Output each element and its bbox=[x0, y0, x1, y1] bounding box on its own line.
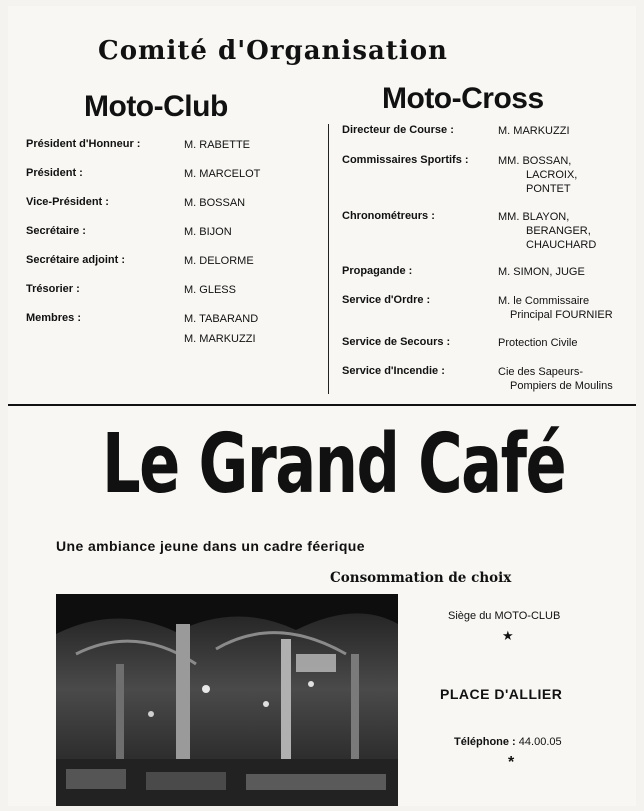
section-divider bbox=[8, 404, 636, 406]
mc-label-tresorier: Trésorier : bbox=[26, 283, 80, 295]
telephone-line bbox=[454, 736, 562, 748]
mc-value-membre-1: M. TABARAND bbox=[184, 313, 259, 325]
mc-label-secretaire: Secrétaire : bbox=[26, 225, 86, 237]
mc-value-secretaire: M. BIJON bbox=[184, 226, 232, 238]
star-icon: ★ bbox=[502, 628, 514, 643]
grand-cafe-name: Le Grand Café bbox=[102, 417, 566, 512]
mc-value-tresorier: M. GLESS bbox=[184, 284, 236, 296]
program-page bbox=[8, 6, 636, 806]
siege-moto-club: Siège du MOTO-CLUB bbox=[448, 610, 561, 622]
mx-label-service-ordre: Service d'Ordre : bbox=[342, 294, 431, 306]
mc-value-membre-2: M. MARKUZZI bbox=[184, 333, 256, 345]
mc-label-president-honneur: Président d'Honneur : bbox=[26, 138, 141, 150]
mc-label-vice-president: Vice-Président : bbox=[26, 196, 109, 208]
mc-value-secretaire-adjoint: M. DELORME bbox=[184, 255, 254, 267]
asterisk-icon: * bbox=[508, 754, 515, 771]
moto-cross-heading: Moto-Cross bbox=[382, 82, 544, 115]
mx-value-commissaires-2: LACROIX, bbox=[526, 169, 578, 181]
consommation-text: Consommation de choix bbox=[330, 570, 512, 586]
grand-cafe-tagline: Une ambiance jeune dans un cadre féerique bbox=[56, 538, 365, 554]
mx-value-service-ordre-1: M. le Commissaire bbox=[498, 295, 590, 307]
mx-value-chronometreurs-2: BERANGER, bbox=[526, 225, 591, 237]
telephone-label: Téléphone : bbox=[454, 736, 516, 748]
committee-title: Comité d'Organisation bbox=[98, 36, 448, 66]
mc-label-president: Président : bbox=[26, 167, 83, 179]
mx-value-chronometreurs-3: CHAUCHARD bbox=[526, 239, 597, 251]
mx-value-directeur: M. MARKUZZI bbox=[498, 125, 570, 137]
mx-label-directeur: Directeur de Course : bbox=[342, 124, 454, 136]
mx-value-service-secours: Protection Civile bbox=[498, 337, 578, 349]
mx-value-commissaires-3: PONTET bbox=[526, 183, 571, 195]
cafe-interior-photo bbox=[56, 594, 398, 806]
mx-value-commissaires-1: MM. BOSSAN, bbox=[498, 155, 572, 167]
mx-value-propagande: M. SIMON, JUGE bbox=[498, 266, 585, 278]
column-divider bbox=[328, 124, 329, 394]
moto-club-heading: Moto-Club bbox=[84, 90, 228, 123]
place-dallier: PLACE D'ALLIER bbox=[440, 686, 563, 702]
mx-label-service-incendie: Service d'Incendie : bbox=[342, 365, 445, 377]
mx-value-service-incendie-2: Pompiers de Moulins bbox=[510, 380, 613, 392]
mc-value-president: M. MARCELOT bbox=[184, 168, 261, 180]
mc-label-membres: Membres : bbox=[26, 312, 82, 324]
mc-value-president-honneur: M. RABETTE bbox=[184, 139, 251, 151]
mx-value-service-incendie-1: Cie des Sapeurs- bbox=[498, 366, 583, 378]
mx-label-service-secours: Service de Secours : bbox=[342, 336, 451, 348]
mx-label-propagande: Propagande : bbox=[342, 265, 413, 277]
mc-label-secretaire-adjoint: Secrétaire adjoint : bbox=[26, 254, 126, 266]
mx-value-chronometreurs-1: MM. BLAYON, bbox=[498, 211, 570, 223]
mx-label-commissaires: Commissaires Sportifs : bbox=[342, 154, 469, 166]
mc-value-vice-president: M. BOSSAN bbox=[184, 197, 246, 209]
telephone-value: 44.00.05 bbox=[518, 736, 562, 748]
mx-label-chronometreurs: Chronométreurs : bbox=[342, 210, 435, 222]
mx-value-service-ordre-2: Principal FOURNIER bbox=[510, 309, 613, 321]
